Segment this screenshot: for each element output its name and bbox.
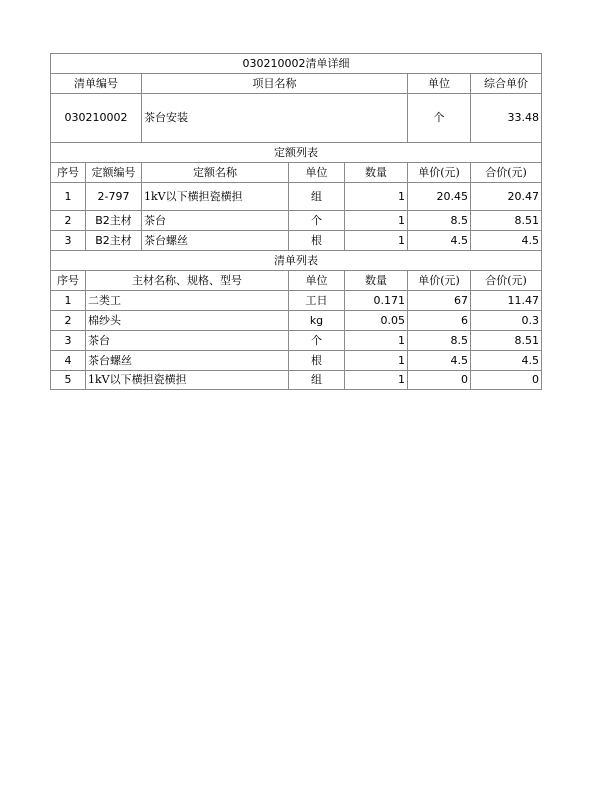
quota-section-row — [51, 143, 542, 163]
material-qty: 0.171 — [345, 291, 408, 311]
material-unit: 组 — [289, 371, 345, 390]
quota-price: 4.5 — [408, 231, 471, 251]
quota-name: 茶台螺丝 — [142, 231, 289, 251]
quota-name: 1kV以下横担瓷横担 — [142, 183, 289, 211]
material-price: 8.5 — [408, 331, 471, 351]
item-unit: 个 — [408, 94, 471, 143]
quota-name: 茶台 — [142, 211, 289, 231]
quota-qty-header: 数量 — [345, 163, 408, 183]
quota-unit-header: 单位 — [289, 163, 345, 183]
material-qty-header: 数量 — [345, 271, 408, 291]
material-total: 11.47 — [471, 291, 542, 311]
item-code: 030210002 — [51, 94, 142, 143]
quota-seq: 3 — [51, 231, 86, 251]
quota-price: 8.5 — [408, 211, 471, 231]
item-code-header: 清单编号 — [51, 74, 142, 94]
quota-code: 2-797 — [86, 183, 142, 211]
material-row — [51, 311, 542, 331]
material-qty: 1 — [345, 331, 408, 351]
material-qty: 1 — [345, 371, 408, 390]
material-seq: 5 — [51, 371, 86, 390]
material-qty: 0.05 — [345, 311, 408, 331]
material-price: 6 — [408, 311, 471, 331]
material-price: 0 — [408, 371, 471, 390]
material-section-title: 清单列表 — [51, 251, 542, 271]
quota-price: 20.45 — [408, 183, 471, 211]
material-row — [51, 291, 542, 311]
quota-row — [51, 211, 542, 231]
material-price: 67 — [408, 291, 471, 311]
quota-seq-header: 序号 — [51, 163, 86, 183]
material-total-header: 合价(元) — [471, 271, 542, 291]
material-name: 棉纱头 — [86, 311, 289, 331]
material-row — [51, 351, 542, 371]
quota-total: 8.51 — [471, 211, 542, 231]
quota-seq: 1 — [51, 183, 86, 211]
quota-code-header: 定额编号 — [86, 163, 142, 183]
quota-name-header: 定额名称 — [142, 163, 289, 183]
material-section-row — [51, 251, 542, 271]
item-header-row — [51, 74, 542, 94]
title-row — [51, 54, 542, 74]
material-name: 茶台 — [86, 331, 289, 351]
material-seq: 3 — [51, 331, 86, 351]
material-total: 8.51 — [471, 331, 542, 351]
material-price: 4.5 — [408, 351, 471, 371]
material-seq: 1 — [51, 291, 86, 311]
quota-total-header: 合价(元) — [471, 163, 542, 183]
quota-price-header: 单价(元) — [408, 163, 471, 183]
material-name: 1kV以下横担瓷横担 — [86, 371, 289, 390]
quota-code: B2主材 — [86, 211, 142, 231]
material-row — [51, 371, 542, 390]
quota-header-row — [51, 163, 542, 183]
sheet-title: 030210002清单详细 — [51, 54, 542, 74]
quota-unit: 组 — [289, 183, 345, 211]
material-unit: 工日 — [289, 291, 345, 311]
quota-total: 4.5 — [471, 231, 542, 251]
material-unit: kg — [289, 311, 345, 331]
quota-section-title: 定额列表 — [51, 143, 542, 163]
quota-code: B2主材 — [86, 231, 142, 251]
material-total: 4.5 — [471, 351, 542, 371]
quota-row — [51, 231, 542, 251]
item-unit-header: 单位 — [408, 74, 471, 94]
detail-table — [50, 53, 542, 390]
material-name: 茶台螺丝 — [86, 351, 289, 371]
material-seq-header: 序号 — [51, 271, 86, 291]
item-row — [51, 94, 542, 143]
material-row — [51, 331, 542, 351]
material-unit-header: 单位 — [289, 271, 345, 291]
material-header-row — [51, 271, 542, 291]
quota-unit: 个 — [289, 211, 345, 231]
material-seq: 2 — [51, 311, 86, 331]
quota-qty: 1 — [345, 211, 408, 231]
material-total: 0.3 — [471, 311, 542, 331]
quota-row — [51, 183, 542, 211]
item-price: 33.48 — [471, 94, 542, 143]
item-name: 茶台安装 — [142, 94, 408, 143]
material-qty: 1 — [345, 351, 408, 371]
quota-qty: 1 — [345, 231, 408, 251]
material-price-header: 单价(元) — [408, 271, 471, 291]
material-name-header: 主材名称、规格、型号 — [86, 271, 289, 291]
material-seq: 4 — [51, 351, 86, 371]
material-unit: 个 — [289, 331, 345, 351]
quota-qty: 1 — [345, 183, 408, 211]
quota-total: 20.47 — [471, 183, 542, 211]
item-name-header: 项目名称 — [142, 74, 408, 94]
quota-unit: 根 — [289, 231, 345, 251]
material-total: 0 — [471, 371, 542, 390]
material-name: 二类工 — [86, 291, 289, 311]
quota-seq: 2 — [51, 211, 86, 231]
item-price-header: 综合单价 — [471, 74, 542, 94]
material-unit: 根 — [289, 351, 345, 371]
